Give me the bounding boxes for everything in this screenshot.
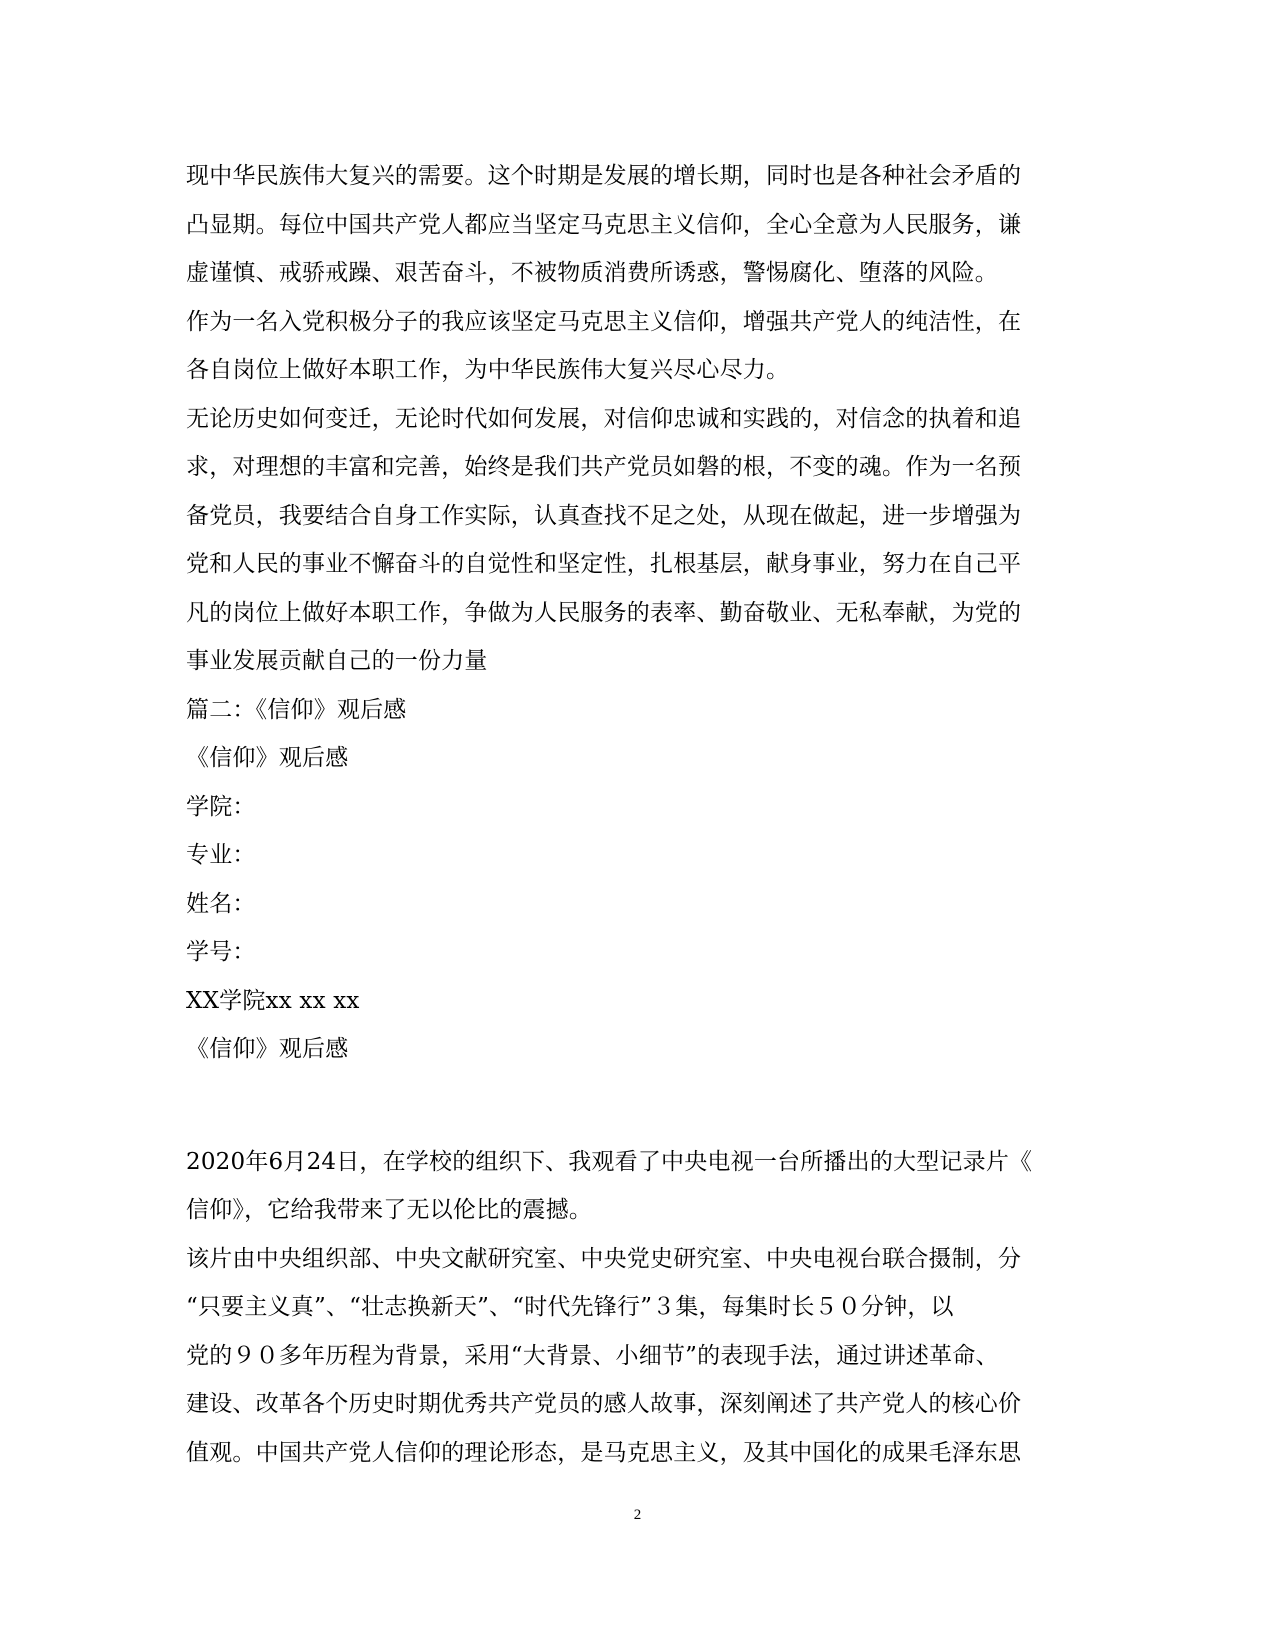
college-field: 学院： — [186, 793, 256, 820]
section-heading: 篇二：《信仰》观后感 — [186, 696, 407, 723]
text-line: 党和人民的事业不懈奋斗的自觉性和坚定性，扎根基层，献身事业，努力在自己平 — [186, 551, 1022, 577]
text-line: 现中华民族伟大复兴的需要。这个时期是发展的增长期，同时也是各种社会矛盾的 — [186, 163, 1022, 189]
name-field: 姓名： — [186, 890, 256, 917]
text-line: 事业发展贡献自己的一份力量 — [186, 648, 488, 674]
text-line: 求，对理想的丰富和完善，始终是我们共产党员如磐的根，不变的魂。作为一名预 — [186, 454, 1022, 480]
text-line: 建设、改革各个历史时期优秀共产党员的感人故事，深刻阐述了共产党人的核心价 — [186, 1391, 1022, 1417]
document-body — [186, 152, 1091, 1477]
text-line: 信仰》，它给我带来了无以伦比的震撼。 — [186, 1197, 593, 1223]
text-line: 作为一名入党积极分子的我应该坚定马克思主义信仰，增强共产党人的纯洁性，在 — [186, 308, 1022, 335]
text-line: “只要主义真”、“壮志换新天”、“时代先锋行”３集，每集时长５０分钟，以 — [186, 1294, 954, 1320]
text-line: 值观。中国共产党人信仰的理论形态，是马克思主义，及其中国化的成果毛泽东思 — [186, 1439, 1022, 1466]
paragraph-gap — [186, 1074, 1091, 1138]
text-line: 各自岗位上做好本职工作，为中华民族伟大复兴尽心尽力。 — [186, 357, 790, 383]
text-line: 党的９０多年历程为背景，采用“大背景、小细节”的表现手法，通过讲述革命、 — [186, 1342, 999, 1369]
text-line: 备党员，我要结合自身工作实际，认真查找不足之处，从现在做起，进一步增强为 — [186, 502, 1022, 529]
text-line: 2020年6月24日，在学校的组织下、我观看了中央电视一台所播出的大型记录片《 — [186, 1148, 1033, 1175]
page-number: 2 — [633, 1507, 642, 1523]
college-date-line: XX学院xx xx xx — [186, 987, 360, 1014]
essay-title: 《信仰》观后感 — [186, 745, 349, 771]
essay-title: 《信仰》观后感 — [186, 1036, 349, 1062]
text-line: 该片由中央组织部、中央文献研究室、中央党史研究室、中央电视台联合摄制，分 — [186, 1245, 1022, 1272]
text-line: 凸显期。每位中国共产党人都应当坚定马克思主义信仰，全心全意为人民服务，谦 — [186, 211, 1022, 238]
student-id-field: 学号： — [186, 939, 256, 965]
text-line: 虚谨慎、戒骄戒躁、艰苦奋斗，不被物质消费所诱惑，警惕腐化、堕落的风险。 — [186, 260, 998, 286]
major-field: 专业： — [186, 842, 256, 868]
text-line: 凡的岗位上做好本职工作，争做为人民服务的表率、勤奋敬业、无私奉献，为党的 — [186, 599, 1022, 626]
text-line: 无论历史如何变迁，无论时代如何发展，对信仰忠诚和实践的，对信念的执着和追 — [186, 405, 1022, 432]
